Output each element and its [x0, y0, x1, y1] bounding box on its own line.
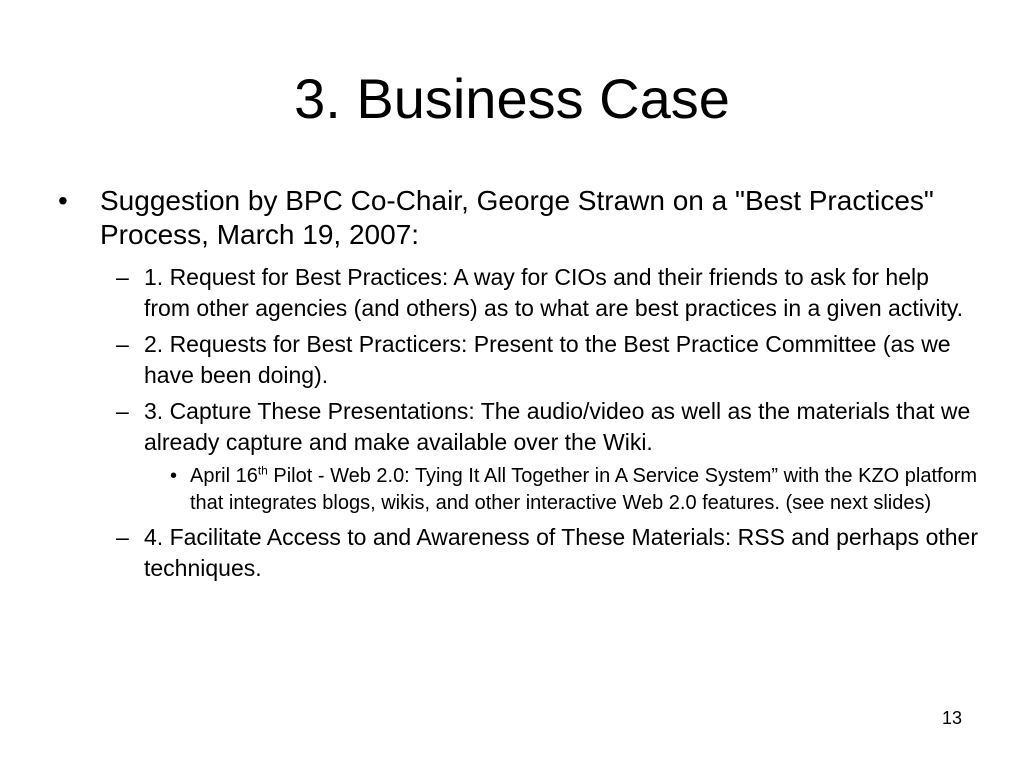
main-bullet-text: Suggestion by BPC Co-Chair, George Strawn on a "Best Practices" Process, March 19, 2007: — [100, 185, 934, 250]
slide-title: 3. Business Case — [294, 67, 730, 130]
sub-item-text: 1. Request for Best Practices: A way for CIOs and their friends to ask for help from other agencies (and others) as to what are best practices in a given activity. — [144, 264, 964, 321]
sub-item-1 — [102, 262, 978, 324]
date-text: April 16 — [190, 465, 258, 487]
dash-marker: – — [116, 398, 129, 424]
bullet-marker: • — [170, 465, 178, 487]
dash-marker: – — [116, 524, 129, 550]
page-number: 13 — [941, 708, 962, 728]
date-superscript: th — [257, 463, 268, 478]
sub-sub-item-rest: Pilot - Web 2.0: Tying It All Together in A Service System” with the KZO platform that integrates blogs, wikis, and other interactive Web 2.0 features. (see next slides) — [190, 465, 978, 514]
slide-content — [58, 184, 978, 589]
sub-item-text: 2. Requests for Best Practicers: Present to the Best Practice Committee (as we have been doing). — [144, 331, 951, 388]
main-bullet — [58, 184, 978, 252]
sub-item-text: 4. Facilitate Access to and Awareness of These Materials: RSS and perhaps other techniques. — [144, 524, 978, 581]
sub-item-text: 3. Capture These Presentations: The audio/video as well as the materials that we already capture and make available over the Wiki. — [144, 398, 971, 455]
sub-sub-item-text — [190, 465, 977, 514]
sub-sub-item — [170, 463, 978, 517]
dash-marker: – — [116, 331, 129, 357]
sub-item-3 — [102, 396, 978, 458]
sub-item-2 — [102, 329, 978, 391]
bullet-marker: • — [58, 185, 68, 216]
dash-marker: – — [116, 264, 129, 290]
sub-item-4 — [102, 522, 978, 584]
